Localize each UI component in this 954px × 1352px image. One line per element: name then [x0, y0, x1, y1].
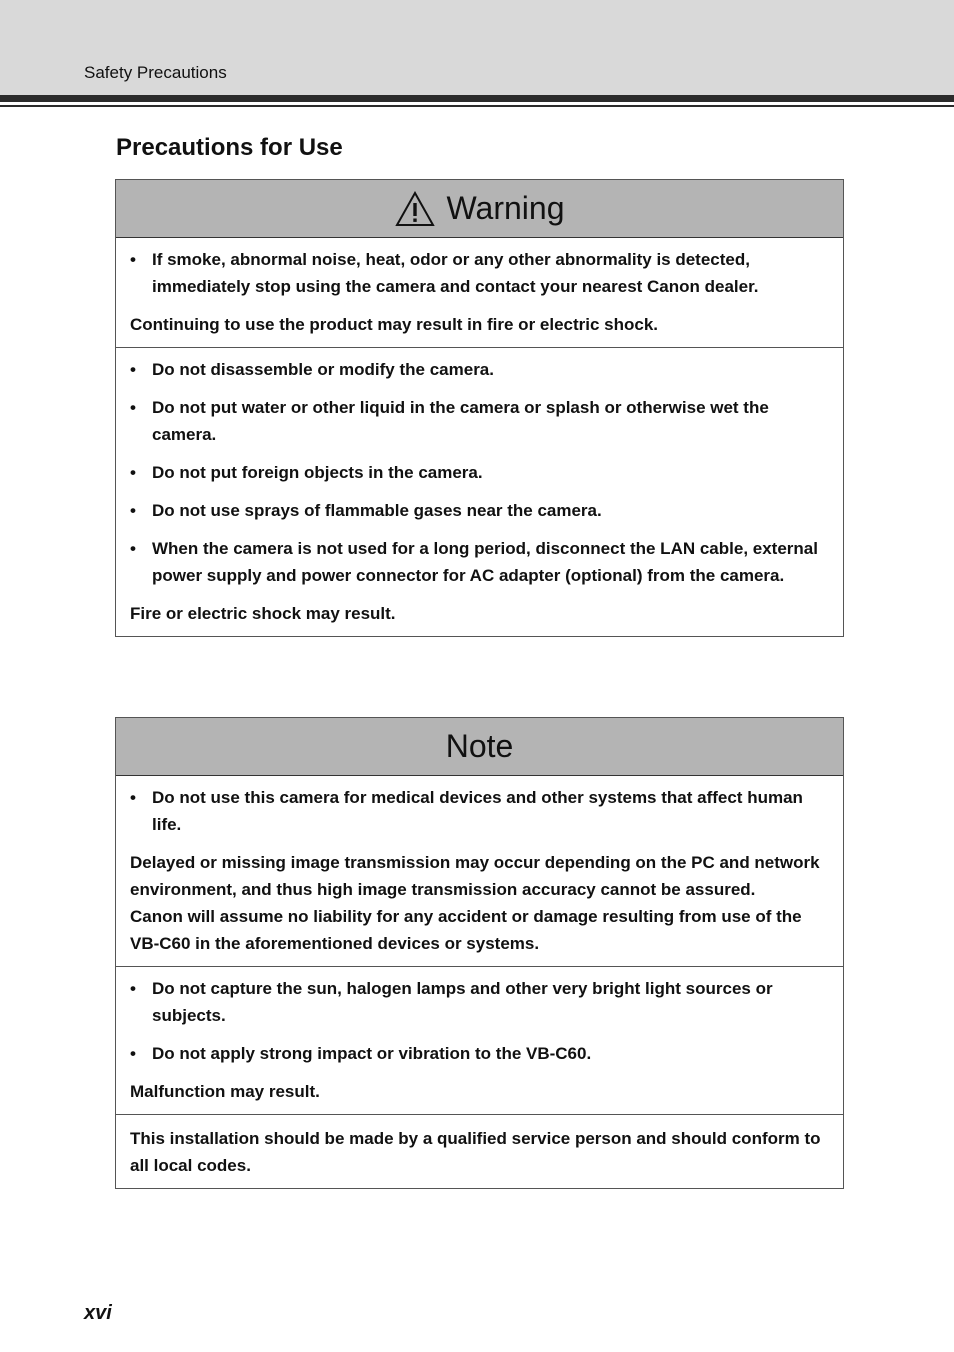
note-consequence-1b: Canon will assume no liability for any accident or damage resulting from use of the VB-C60 in the aforementioned devices or systems.: [130, 907, 802, 953]
list-item: • Do not capture the sun, halogen lamps and other very bright light sources or subjects.: [130, 979, 773, 1025]
list-item: • Do not put foreign objects in the camera.: [130, 463, 483, 482]
warning-triangle-icon: [395, 191, 435, 227]
list-item: • If smoke, abnormal noise, heat, odor or any other abnormality is detected, immediately stop using the camera and contact your nearest Canon dealer.: [130, 250, 759, 296]
note-section-1: [116, 776, 843, 966]
warning-section-2: [116, 347, 843, 636]
list-item: • Do not use sprays of flammable gases near the camera.: [130, 501, 602, 520]
list-item: • Do not use this camera for medical devices and other systems that affect human life.: [130, 788, 803, 834]
list-item: • Do not apply strong impact or vibration to the VB-C60.: [130, 1044, 592, 1063]
page-number: xvi: [84, 1302, 112, 1324]
list-item: • Do not disassemble or modify the camera.: [130, 360, 494, 379]
note-installation-text: This installation should be made by a qualified service person and should conform to all local codes.: [130, 1129, 821, 1175]
header-label: Safety Precautions: [84, 63, 227, 82]
note-box-title: Note: [445, 728, 514, 764]
warning-consequence-1: Continuing to use the product may result in fire or electric shock.: [130, 315, 659, 334]
section-title: Precautions for Use: [116, 134, 343, 161]
warning-consequence-2: Fire or electric shock may result.: [130, 604, 396, 623]
warning-section-1: [116, 238, 843, 347]
header-rule-thin: [0, 105, 954, 107]
warning-box-title: Warning: [446, 190, 565, 226]
list-item: • Do not put water or other liquid in the camera or splash or otherwise wet the camera.: [130, 398, 769, 444]
header-rule-thick: [0, 95, 954, 102]
list-item: • When the camera is not used for a long period, disconnect the LAN cable, external power supply and power connector for AC adapter (optional) from the camera.: [130, 539, 818, 585]
note-consequence-1a: Delayed or missing image transmission may occur depending on the PC and network environment, and thus high image transmission accuracy cannot be assured.: [130, 853, 820, 899]
warning-box-header: [116, 180, 843, 238]
warning-box: [115, 179, 844, 637]
note-box-header: [116, 718, 843, 776]
note-consequence-2: Malfunction may result.: [130, 1082, 320, 1101]
note-box: [115, 717, 844, 1189]
note-section-3: [116, 1114, 843, 1188]
note-section-2: [116, 966, 843, 1114]
